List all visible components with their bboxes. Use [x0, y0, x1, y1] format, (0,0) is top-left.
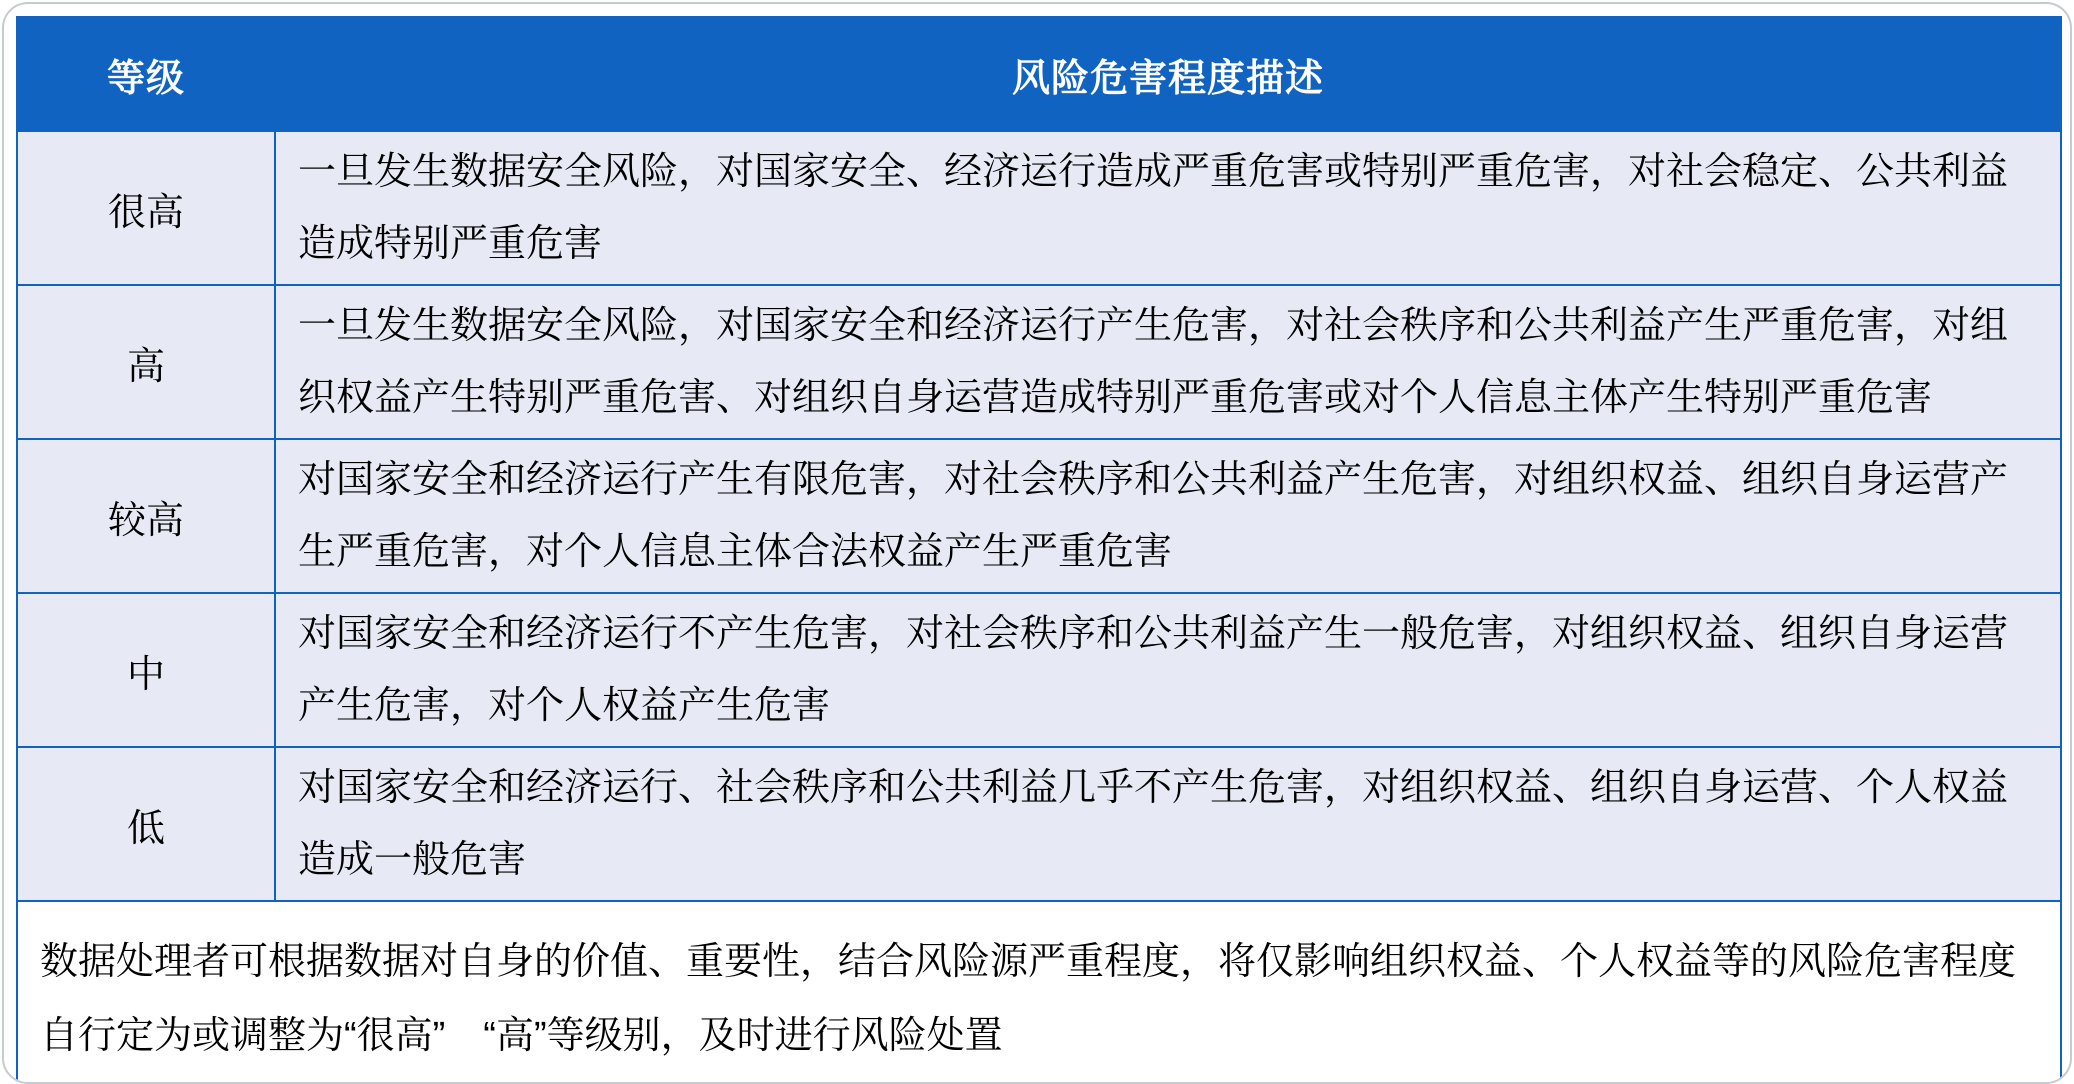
description-cell: 一旦发生数据安全风险，对国家安全和经济运行产生危害，对社会秩序和公共利益产生严重危害，对组织权益产生特别严重危害、对组织自身运营造成特别严重危害或对个人信息主体产生特别严重危害 [275, 285, 2061, 439]
description-cell: 对国家安全和经济运行不产生危害，对社会秩序和公共利益产生一般危害，对组织权益、组织自身运营产生危害，对个人权益产生危害 [275, 593, 2061, 747]
table-row [17, 131, 2061, 285]
table-row [17, 439, 2061, 593]
table-row [17, 747, 2061, 901]
level-cell: 高 [17, 285, 275, 439]
page-card [2, 2, 2072, 1084]
header-cell-level: 等级 [17, 17, 275, 131]
table-header [17, 17, 2061, 131]
table-row [17, 593, 2061, 747]
header-row [17, 17, 2061, 131]
description-cell: 对国家安全和经济运行产生有限危害，对社会秩序和公共利益产生危害，对组织权益、组织自身运营产生严重危害，对个人信息主体合法权益产生严重危害 [275, 439, 2061, 593]
description-cell: 对国家安全和经济运行、社会秩序和公共利益几乎不产生危害，对组织权益、组织自身运营、个人权益造成一般危害 [275, 747, 2061, 901]
level-cell: 低 [17, 747, 275, 901]
level-cell: 很高 [17, 131, 275, 285]
level-cell: 较高 [17, 439, 275, 593]
risk-severity-table [16, 16, 2062, 1084]
level-cell: 中 [17, 593, 275, 747]
footnote-row [17, 901, 2061, 1084]
header-cell-description: 风险危害程度描述 [275, 17, 2061, 131]
table-row [17, 285, 2061, 439]
description-cell: 一旦发生数据安全风险，对国家安全、经济运行造成严重危害或特别严重危害，对社会稳定、公共利益造成特别严重危害 [275, 131, 2061, 285]
footnote-cell: 数据处理者可根据数据对自身的价值、重要性，结合风险源严重程度，将仅影响组织权益、个人权益等的风险危害程度自行定为或调整为“很高” “高”等级别，及时进行风险处置 [17, 901, 2061, 1084]
